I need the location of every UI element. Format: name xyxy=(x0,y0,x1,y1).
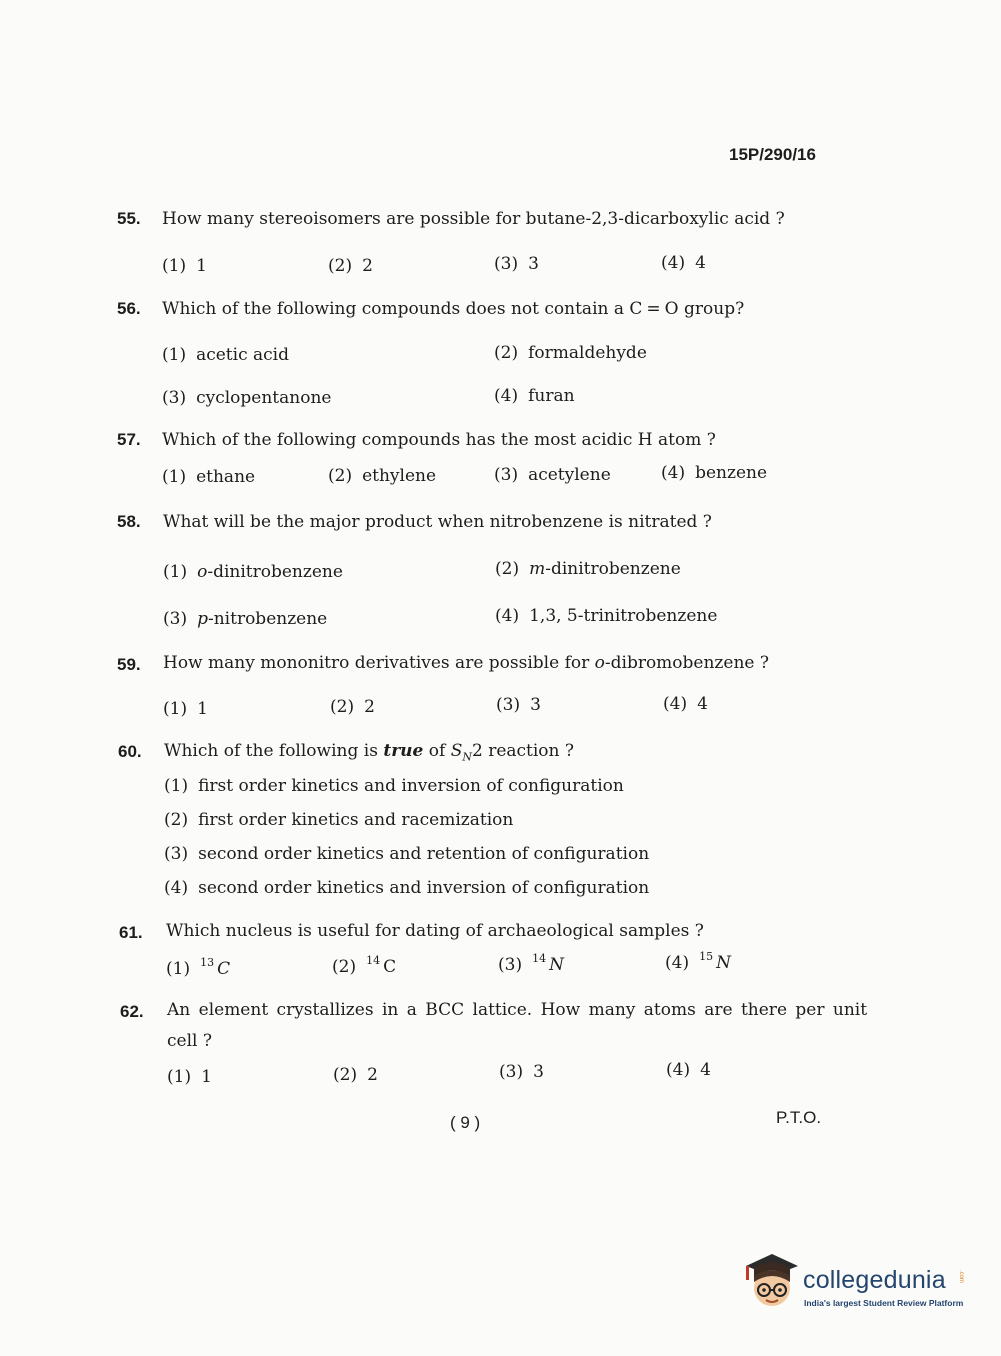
question-number: 58. xyxy=(117,512,141,531)
option-4: (4) benzene xyxy=(661,463,768,483)
question-number: 61. xyxy=(119,923,143,942)
question-number: 55. xyxy=(117,209,141,228)
option-1: (1) 1 xyxy=(167,1067,212,1087)
option-3: (3) 3 xyxy=(496,695,541,715)
question-text: How many mononitro derivatives are possible for o-dibromobenzene ? xyxy=(163,653,769,673)
option-3: (3) 3 xyxy=(494,254,539,274)
option-2: (2) 2 xyxy=(328,256,373,276)
option-2: (2) 2 xyxy=(333,1065,378,1085)
option-4: (4) 1,3, 5-trinitrobenzene xyxy=(495,606,718,626)
collegedunia-tagline: India's largest Student Review Platform xyxy=(804,1298,964,1308)
collegedunia-com: .com xyxy=(958,1270,964,1284)
question-number: 59. xyxy=(117,655,141,674)
question-number: 56. xyxy=(117,299,141,318)
option-4: (4) 4 xyxy=(663,694,708,714)
pto-label: P.T.O. xyxy=(776,1108,822,1127)
question-text: Which of the following is true of $S_N2$ reaction ? xyxy=(164,741,575,764)
option-1: (1) 1 xyxy=(162,256,207,276)
option-3: (3) $^{14}$ N xyxy=(498,952,564,975)
question-number: 57. xyxy=(117,430,141,449)
question-number: 60. xyxy=(118,742,142,761)
option-2: (2) ethylene xyxy=(328,466,437,486)
page-number: ( 9 ) xyxy=(450,1113,481,1132)
question-text-line1: An element crystallizes in a BCC lattice. How many atoms are there per unit xyxy=(167,1000,868,1020)
option-3: (3) 3 xyxy=(499,1062,544,1082)
option-2: (2) formaldehyde xyxy=(494,343,647,363)
question-text: What will be the major product when nitrobenzene is nitrated ? xyxy=(163,512,712,532)
option-2: (2) first order kinetics and racemization xyxy=(164,810,514,830)
question-number: 62. xyxy=(120,1002,144,1021)
option-4: (4) second order kinetics and inversion of configuration xyxy=(164,878,650,898)
option-4: (4) furan xyxy=(494,386,575,406)
question-text: Which nucleus is useful for dating of archaeological samples ? xyxy=(166,921,704,941)
option-3: (3) p-nitrobenzene xyxy=(163,609,328,629)
option-1: (1) o-dinitrobenzene xyxy=(163,562,343,582)
question-text-line2: cell ? xyxy=(167,1031,212,1051)
option-2: (2) 2 xyxy=(330,697,375,717)
option-2: (2) m-dinitrobenzene xyxy=(495,559,681,579)
option-1: (1) 1 xyxy=(163,699,208,719)
collegedunia-brand: collegedunia xyxy=(803,1266,946,1294)
option-1: (1) acetic acid xyxy=(162,345,289,365)
option-3: (3) second order kinetics and retention of configuration xyxy=(164,844,650,864)
option-2: (2) $^{14}$ C xyxy=(332,954,397,977)
paper-code: 15P/290/16 xyxy=(729,145,816,164)
collegedunia-mascot-icon xyxy=(742,1250,802,1312)
option-3: (3) acetylene xyxy=(494,465,611,485)
option-1: (1) ethane xyxy=(162,467,256,487)
option-1: (1) $^{13}$ C xyxy=(166,956,231,979)
option-4: (4) $^{15}$ N xyxy=(665,950,731,973)
option-4: (4) 4 xyxy=(666,1060,711,1080)
option-1: (1) first order kinetics and inversion of configuration xyxy=(164,776,624,796)
option-3: (3) cyclopentanone xyxy=(162,388,332,408)
option-4: (4) 4 xyxy=(661,253,706,273)
question-text: Which of the following compounds does not contain a C = O group? xyxy=(162,299,745,319)
question-text: How many stereoisomers are possible for butane-2,3-dicarboxylic acid ? xyxy=(162,209,785,229)
question-text: Which of the following compounds has the most acidic H atom ? xyxy=(162,430,716,450)
